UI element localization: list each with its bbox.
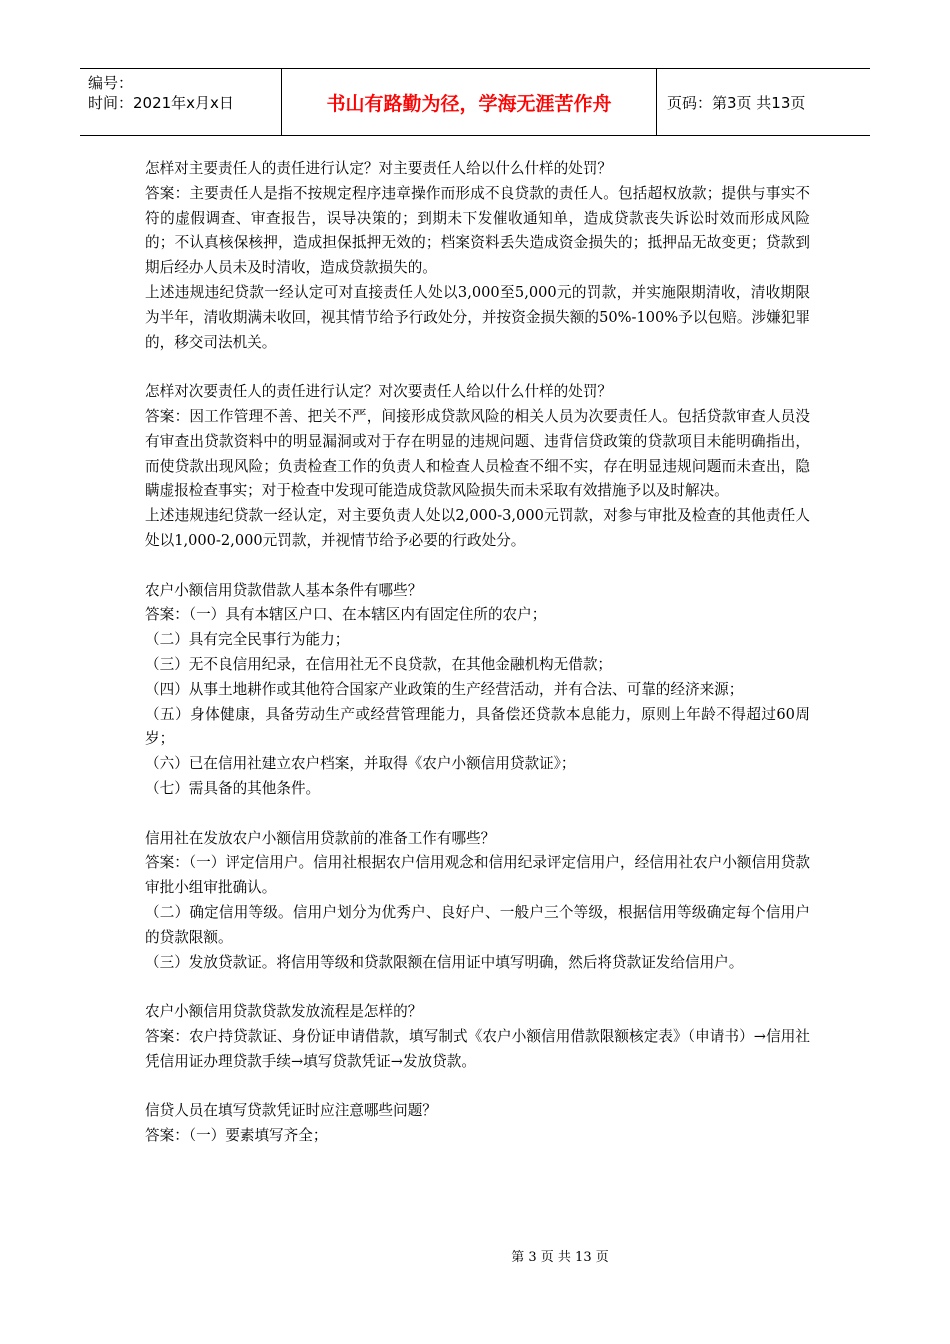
paragraph: （七）需具备的其他条件。 <box>145 779 321 797</box>
paragraph: 信贷人员在填写贷款凭证时应注意哪些问题？ <box>145 1102 437 1120</box>
paragraph: （五）身体健康，具备劳动生产或经营管理能力，具备偿还贷款本息能力，原则上年龄不得超过60周岁； <box>145 705 810 748</box>
header-page-number: 页码：第3页 共13页 <box>667 93 806 112</box>
paragraph: 怎样对次要责任人的责任进行认定？对次要责任人给以什么什样的处罚？ <box>145 383 613 401</box>
paragraph: （三）无不良信用纪录，在信用社无不良贷款，在其他金融机构无借款； <box>145 655 613 673</box>
paragraph: （三）发放贷款证。将信用等级和贷款限额在信用证中填写明确，然后将贷款证发给信用户。 <box>145 953 744 971</box>
paragraph: 上述违规违纪贷款一经认定可对直接责任人处以3,000至5,000元的罚款，并实施限期清收，清收期限为半年，清收期满未收回，视其情节给予行政处分，并按资金损失额的50%-100%予以包赔。涉嫌犯罪的，移交司法机关。 <box>145 283 810 351</box>
document-date: 时间：2021年x月x日 <box>88 94 234 112</box>
paragraph-spacer <box>145 554 810 579</box>
paragraph: 答案：（一）具有本辖区户口、在本辖区内有固定住所的农户； <box>145 606 547 624</box>
paragraph-spacer <box>145 802 810 827</box>
paragraph-spacer <box>145 1074 810 1099</box>
paragraph-spacer <box>145 975 810 1000</box>
paragraph: 答案：（一）评定信用户。信用社根据农户信用观念和信用纪录评定信用户，经信用社农户小额信用贷款审批小组审批确认。 <box>145 854 810 897</box>
page-header <box>80 68 870 136</box>
document-number: 编号： <box>88 74 134 92</box>
paragraph: （二）确定信用等级。信用户划分为优秀户、良好户、一般户三个等级，根据信用等级确定每个信用户的贷款限额。 <box>145 903 810 946</box>
paragraph: 怎样对主要责任人的责任进行认定？对主要责任人给以什么什样的处罚？ <box>145 160 613 177</box>
document-body <box>145 157 810 1149</box>
header-motto: 书山有路勤为径，学海无涯苦作舟 <box>282 69 657 135</box>
paragraph: （六）已在信用社建立农户档案，并取得《农户小额信用贷款证》； <box>145 755 576 773</box>
paragraph: 答案：农户持贷款证、身份证申请借款，填写制式《农户小额信用借款限额核定表》（申请书）→信用社凭信用证办理贷款手续→填写贷款凭证→发放贷款。 <box>145 1027 810 1070</box>
paragraph: 上述违规违纪贷款一经认定，对主要负责人处以2,000-3,000元罚款，对参与审批及检查的其他责任人处以1,000-2,000元罚款，并视情节给予必要的行政处分。 <box>145 507 810 549</box>
paragraph: （四）从事土地耕作或其他符合国家产业政策的生产经营活动，并有合法、可靠的经济来源； <box>145 680 744 698</box>
paragraph-spacer <box>145 355 810 380</box>
paragraph: 信用社在发放农户小额信用贷款前的准备工作有哪些？ <box>145 829 496 847</box>
paragraph: 答案：（一）要素填写齐全； <box>145 1127 328 1145</box>
paragraph: 答案：因工作管理不善、把关不严，间接形成贷款风险的相关人员为次要责任人。包括贷款审查人员没有审查出贷款资料中的明显漏洞或对于存在明显的违规问题、违背信贷政策的贷款项目未能明确指出，而使贷款出现风险；负责检查工作的负责人和检查人员检查不细不实，存在明显违规问题而未查出，隐瞒虚报检查事实；对于检查中发现可能造成贷款风险损失而未采取有效措施予以及时解决。 <box>145 407 810 500</box>
page-footer: 第 3 页 共 13 页 <box>511 1250 609 1265</box>
paragraph: 农户小额信用贷款借款人基本条件有哪些？ <box>145 581 423 599</box>
paragraph: 答案：主要责任人是指不按规定程序违章操作而形成不良贷款的责任人。包括超权放款；提供与事实不符的虚假调查、审查报告，误导决策的；到期未下发催收通知单，造成贷款丧失诉讼时效而形成风险的；不认真核保核押，造成担保抵押无效的；档案资料丢失造成资金损失的；抵押品无故变更；贷款到期后经办人员未及时清收，造成贷款损失的。 <box>145 184 810 277</box>
paragraph: 农户小额信用贷款贷款发放流程是怎样的？ <box>145 1003 423 1021</box>
paragraph: （二）具有完全民事行为能力； <box>145 631 350 649</box>
header-meta <box>80 69 282 135</box>
